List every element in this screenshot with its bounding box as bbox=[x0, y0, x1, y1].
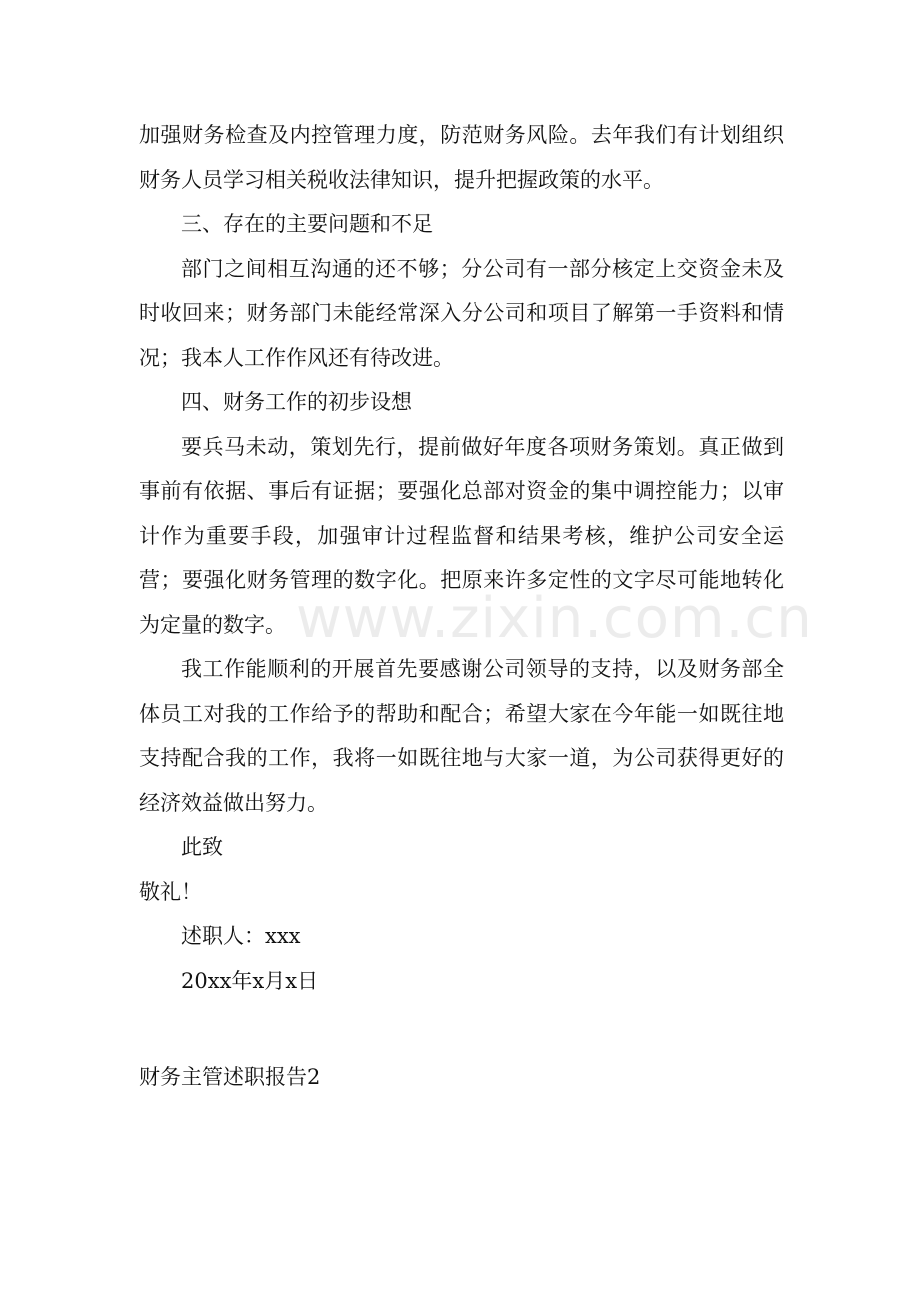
next-report-title: 财务主管述职报告2 bbox=[139, 1065, 321, 1089]
body-paragraph: 加强财务检查及内控管理力度，防范财务风险。去年我们有计划组织财务人员学习相关税收法律知识，提升把握政策的水平。 bbox=[139, 123, 784, 192]
closing-regards: 敬礼！ bbox=[139, 879, 202, 904]
body-paragraph: 要兵马未动，策划先行，提前做好年度各项财务策划。真正做到事前有依据、事后有证据；要强化总部对资金的集中调控能力；以审计作为重要手段，加强审计过程监督和结果考核，维护公司安全运营；要强化财务管理的数字化。把原来许多定性的文字尽可能地转化为定量的数字。 bbox=[139, 434, 784, 637]
section-heading: 三、存在的主要问题和不足 bbox=[181, 212, 433, 236]
watermark: www.zixin.com.cn bbox=[296, 586, 813, 651]
section-heading: 四、财务工作的初步设想 bbox=[181, 390, 412, 414]
body-paragraph: 部门之间相互沟通的还不够；分公司有一部分核定上交资金未及时收回来；财务部门未能经常深入分公司和项目了解第一手资料和情况；我本人工作作风还有待改进。 bbox=[139, 256, 784, 370]
signature-line: 述职人：xxx bbox=[181, 924, 301, 948]
closing-salutation: 此致 bbox=[181, 835, 223, 859]
document-body bbox=[139, 113, 784, 1100]
date-line: 20xx年x月x日 bbox=[181, 968, 319, 993]
body-paragraph: 我工作能顺利的开展首先要感谢公司领导的支持，以及财务部全体员工对我的工作给予的帮助和配合；希望大家在今年能一如既往地支持配合我的工作，我将一如既往地与大家一道，为公司获得更好的经济效益做出努力。 bbox=[139, 657, 784, 815]
